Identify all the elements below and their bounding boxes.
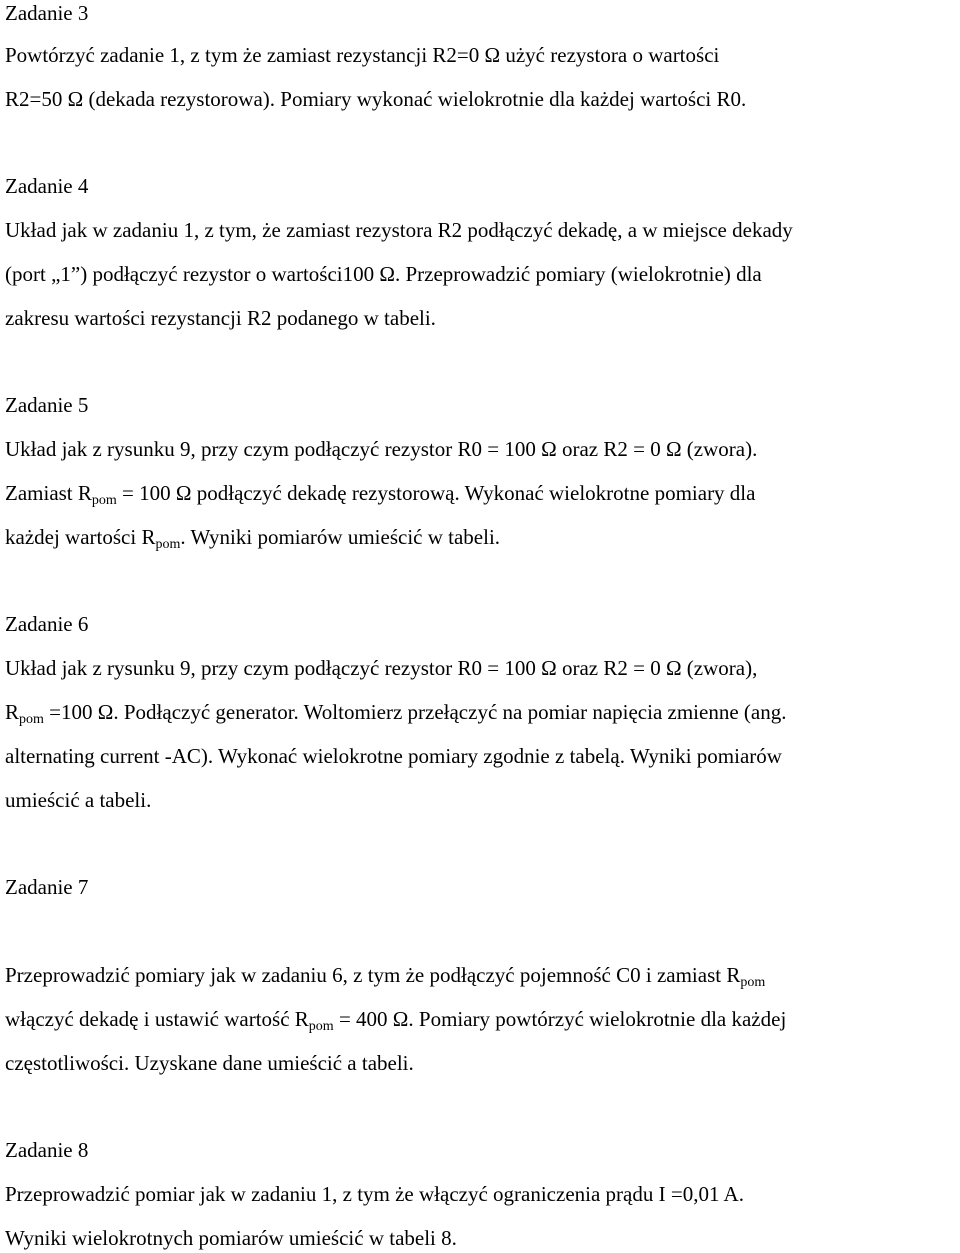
paragraph-line: włączyć dekadę i ustawić wartość $R_{pom} = 400$ Ω. Pomiary powtórzyć wielokrotnie dla każdej [5,1007,787,1034]
section-heading-7: Zadanie 7 [5,875,89,899]
paragraph-line: umieścić a tabeli. [5,788,152,812]
section-heading-4: Zadanie 4 [5,174,89,198]
paragraph-line: Zamiast $R_{pom} = 100$ Ω podłączyć dekadę rezystorową. Wykonać wielokrotne pomiary dla [5,481,756,508]
section-heading-3: Zadanie 3 [5,1,89,25]
section-heading-8: Zadanie 8 [5,1138,89,1162]
paragraph-line: każdej wartości $R_{pom}$. Wyniki pomiarów umieścić w tabeli. [5,525,501,552]
section-heading-5: Zadanie 5 [5,393,89,417]
paragraph-line: Przeprowadzić pomiary jak w zadaniu 6, z tym że podłączyć pojemność C0 i zamiast $R_{pom}$ [5,963,766,990]
paragraph-line: alternating current -AC). Wykonać wielokrotne pomiary zgodnie z tabelą. Wyniki pomiarów [5,744,782,768]
paragraph-line: Powtórzyć zadanie 1, z tym że zamiast rezystancji R2=0 Ω użyć rezystora o wartości [5,43,720,67]
paragraph-line: Układ jak z rysunku 9, przy czym podłączyć rezystor R0 = 100 Ω oraz R2 = 0 Ω (zwora). [5,437,758,461]
section-heading-6: Zadanie 6 [5,612,89,636]
paragraph-line: zakresu wartości rezystancji R2 podanego w tabeli. [5,306,436,330]
paragraph-line: Układ jak z rysunku 9, przy czym podłączyć rezystor R0 = 100 Ω oraz R2 = 0 Ω (zwora), [5,656,758,680]
subscript-pom: pom [91,493,117,508]
paragraph-line: częstotliwości. Uzyskane dane umieścić a tabeli. [5,1051,414,1075]
paragraph-line: R2=50 Ω (dekada rezystorowa). Pomiary wykonać wielokrotnie dla każdej wartości R0. [5,87,747,111]
subscript-pom: pom [740,975,766,990]
subscript-pom: pom [308,1019,334,1034]
paragraph-line: Układ jak w zadaniu 1, z tym, że zamiast rezystora R2 podłączyć dekadę, a w miejsce dekady [5,218,793,242]
paragraph-line: $R_{pom} =100$ Ω. Podłączyć generator. Woltomierz przełączyć na pomiar napięcia zmienne (ang. [5,700,787,727]
paragraph-line: Przeprowadzić pomiar jak w zadaniu 1, z tym że włączyć ograniczenia prądu I =0,01 A. [5,1182,744,1206]
subscript-pom: pom [19,712,44,727]
paragraph-line: (port „1”) podłączyć rezystor o wartości100 Ω. Przeprowadzić pomiary (wielokrotnie) dla [5,262,762,286]
paragraph-line: Wyniki wielokrotnych pomiarów umieścić w tabeli 8. [5,1226,457,1250]
subscript-pom: pom [155,537,181,552]
